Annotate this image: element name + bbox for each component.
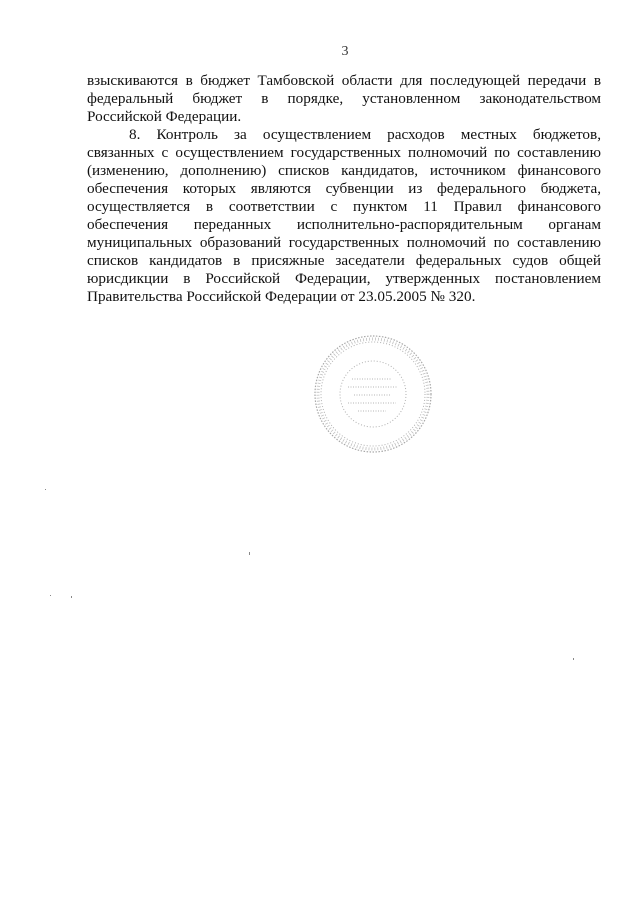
paragraph-8 [87, 126, 601, 306]
scan-speck [249, 552, 250, 555]
official-seal-icon [312, 333, 434, 455]
text-line: списков кандидатов в присяжные заседатели федеральных судов общей [87, 252, 601, 269]
text-line: Российской Федерации. [87, 108, 242, 125]
scan-speck [45, 489, 46, 490]
scan-speck [50, 595, 51, 596]
scan-speck [573, 658, 574, 660]
paragraph-1 [87, 72, 601, 126]
text-line: обеспечения которых являются субвенции из федерального бюджета, [87, 180, 601, 197]
text-line: обеспечения переданных исполнительно-распорядительным органам [87, 216, 601, 233]
text-line: осуществляется в соответствии с пунктом 11 Правил финансового [87, 198, 601, 215]
text-line: связанных с осуществлением государственных полномочий по составлению [87, 144, 601, 161]
text-line: 8. Контроль за осуществлением расходов местных бюджетов, [129, 126, 601, 143]
document-body [87, 72, 601, 306]
scan-speck [71, 596, 72, 598]
text-line: взыскиваются в бюджет Тамбовской области для последующей передачи в [87, 72, 601, 89]
text-line: юрисдикции в Российской Федерации, утвержденных постановлением [87, 270, 601, 287]
text-line: федеральный бюджет в порядке, установленном законодательством [87, 90, 601, 107]
text-line: Правительства Российской Федерации от 23.05.2005 № 320. [87, 288, 476, 305]
page-number: 3 [341, 44, 349, 59]
text-line: муниципальных образований государственных полномочий по составлению [87, 234, 601, 251]
text-line: (изменению, дополнению) списков кандидатов, источником финансового [87, 162, 601, 179]
